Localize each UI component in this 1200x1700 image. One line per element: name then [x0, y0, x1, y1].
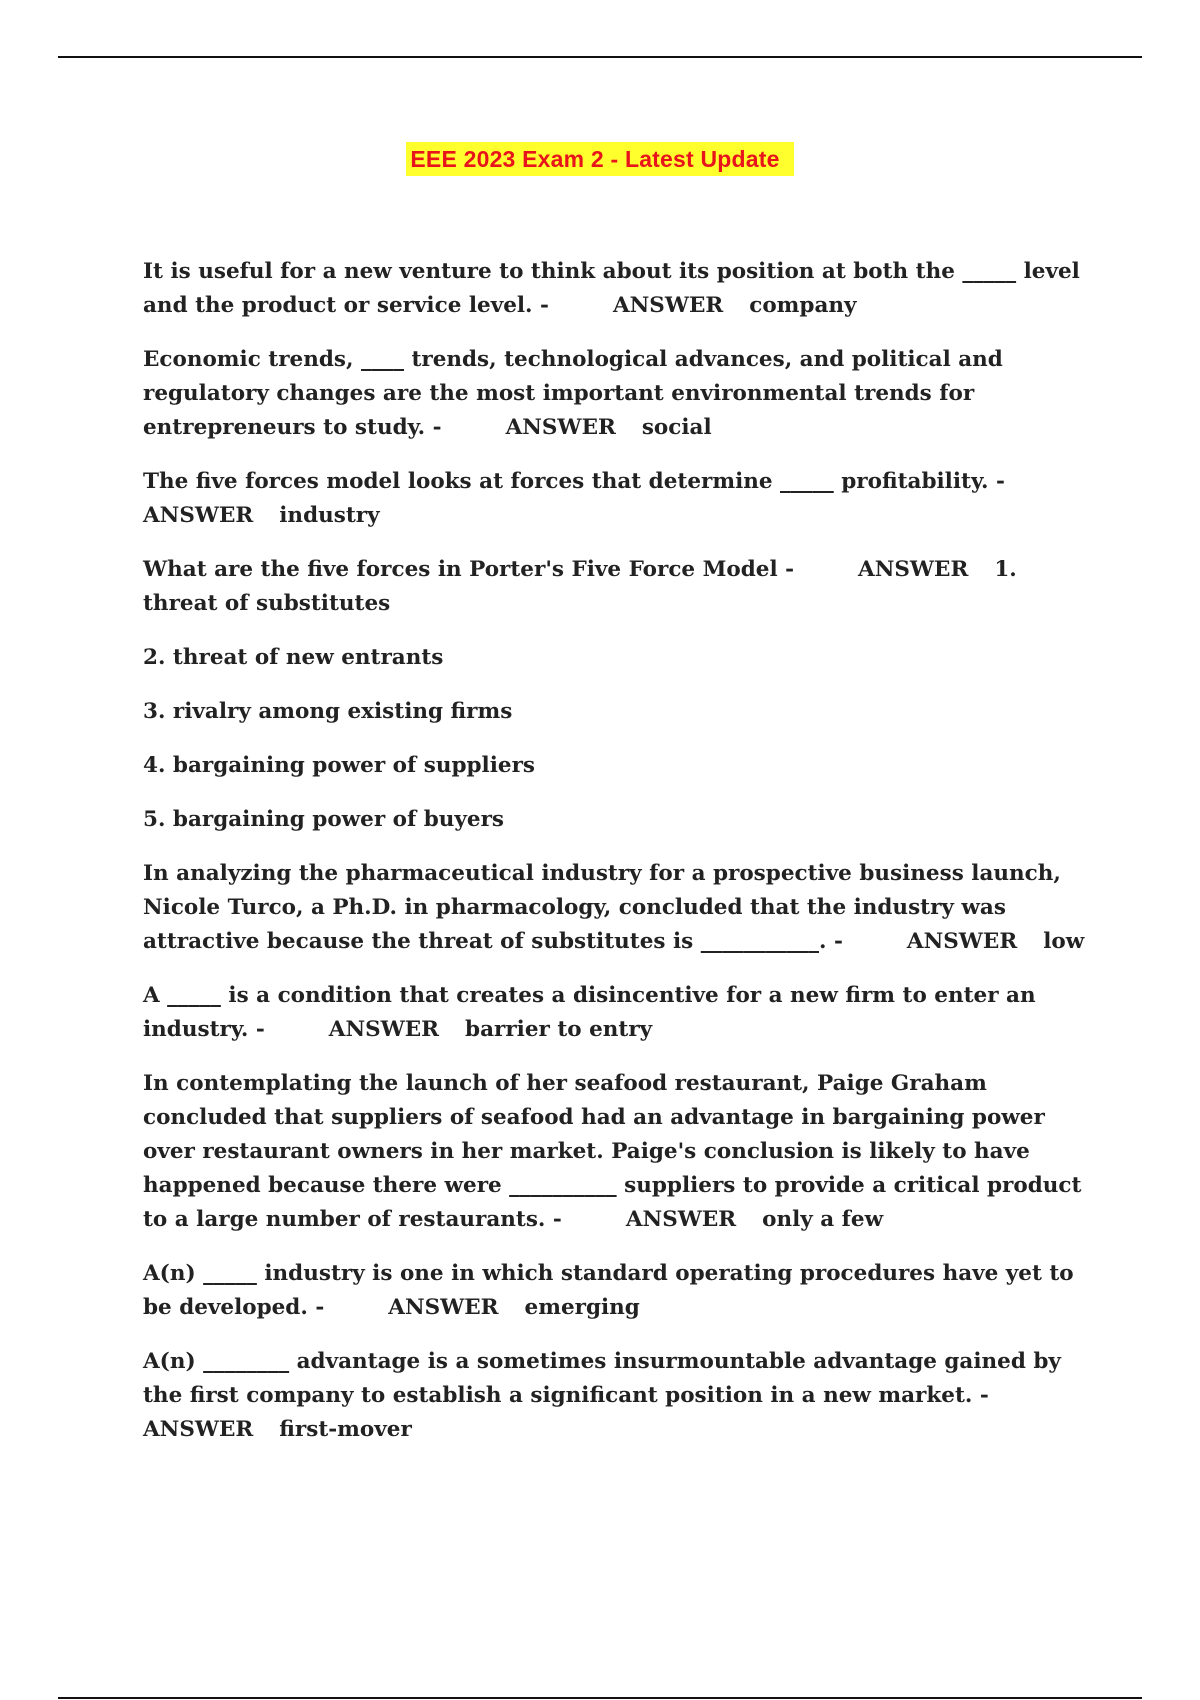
- separator: -: [315, 1295, 325, 1320]
- separator: -: [833, 929, 843, 954]
- answer-text: emerging: [524, 1295, 640, 1320]
- question-text: A _____ is a condition that creates a disincentive for a new firm to enter an industry.: [143, 983, 1036, 1042]
- list-item: 2. threat of new entrants: [143, 645, 444, 670]
- question-text: What are the five forces in Porter's Five Force Model: [143, 557, 778, 582]
- answer-text: barrier to entry: [465, 1017, 653, 1042]
- answer-label: ANSWER: [625, 1207, 737, 1232]
- question-text: A(n) _____ industry is one in which standard operating procedures have yet to be developed.: [143, 1261, 1074, 1320]
- bottom-rule: [58, 1697, 1142, 1699]
- question-text: In contemplating the launch of her seafood restaurant, Paige Graham concluded that suppliers of seafood had an advantage in bargaining power over restaurant owners in her market. Paige's conclusion is likely to have happened because there were __________ suppliers to provide a critical product to a large number of restaurants.: [143, 1071, 1082, 1232]
- answer-text: only a few: [762, 1207, 884, 1232]
- title-container: [0, 142, 1200, 176]
- answer-label: ANSWER: [505, 415, 616, 440]
- separator: -: [540, 293, 549, 318]
- separator: -: [995, 469, 1005, 494]
- separator: -: [255, 1017, 265, 1042]
- qa-item: [143, 1257, 1098, 1325]
- answer-label: ANSWER: [858, 557, 969, 582]
- question-text: A(n) ________ advantage is a sometimes insurmountable advantage gained by the first company to establish a significant position in a new market.: [143, 1349, 1061, 1408]
- document-title: EEE 2023 Exam 2 - Latest Update: [406, 142, 793, 176]
- question-text: Economic trends, ____ trends, technological advances, and political and regulatory changes are the most important environmental trends for entrepreneurs to study.: [143, 347, 1003, 440]
- list-item: 4. bargaining power of suppliers: [143, 753, 535, 778]
- answer-text: company: [749, 293, 857, 318]
- qa-item: [143, 857, 1098, 959]
- answer-label: ANSWER: [388, 1295, 499, 1320]
- qa-item: [143, 1067, 1098, 1237]
- question-text: The five forces model looks at forces that determine _____ profitability.: [143, 469, 989, 494]
- answer-label: ANSWER: [612, 293, 724, 318]
- question-text: In analyzing the pharmaceutical industry for a prospective business launch, Nicole Turco, a Ph.D. in pharmacology, concluded that the industry was attractive because the threat of substitutes is ___________.: [143, 861, 1061, 954]
- separator: -: [979, 1383, 989, 1408]
- qa-item: [143, 343, 1098, 445]
- answer-label: ANSWER: [906, 929, 1018, 954]
- answer-text: industry: [279, 503, 380, 528]
- answer-text: social: [641, 415, 712, 440]
- qa-item: [143, 255, 1098, 323]
- answer-text: low: [1043, 929, 1085, 954]
- qa-item: [143, 1345, 1098, 1447]
- qa-item: [143, 465, 1098, 533]
- answer-text: 1. threat of substitutes: [143, 557, 1017, 616]
- list-item: 5. bargaining power of buyers: [143, 807, 505, 832]
- top-rule: [58, 56, 1142, 58]
- answer-label: ANSWER: [143, 1417, 254, 1442]
- qa-item: [143, 979, 1098, 1047]
- document-body: [143, 255, 1098, 1467]
- answer-text: first-mover: [279, 1417, 412, 1442]
- qa-item: [143, 553, 1098, 621]
- separator: -: [552, 1207, 562, 1232]
- separator: -: [432, 415, 442, 440]
- separator: -: [785, 557, 795, 582]
- answer-label: ANSWER: [143, 503, 254, 528]
- question-text: It is useful for a new venture to think about its position at both the _____ level and the product or service level.: [143, 259, 1080, 318]
- answer-label: ANSWER: [328, 1017, 440, 1042]
- list-item: 3. rivalry among existing firms: [143, 699, 513, 724]
